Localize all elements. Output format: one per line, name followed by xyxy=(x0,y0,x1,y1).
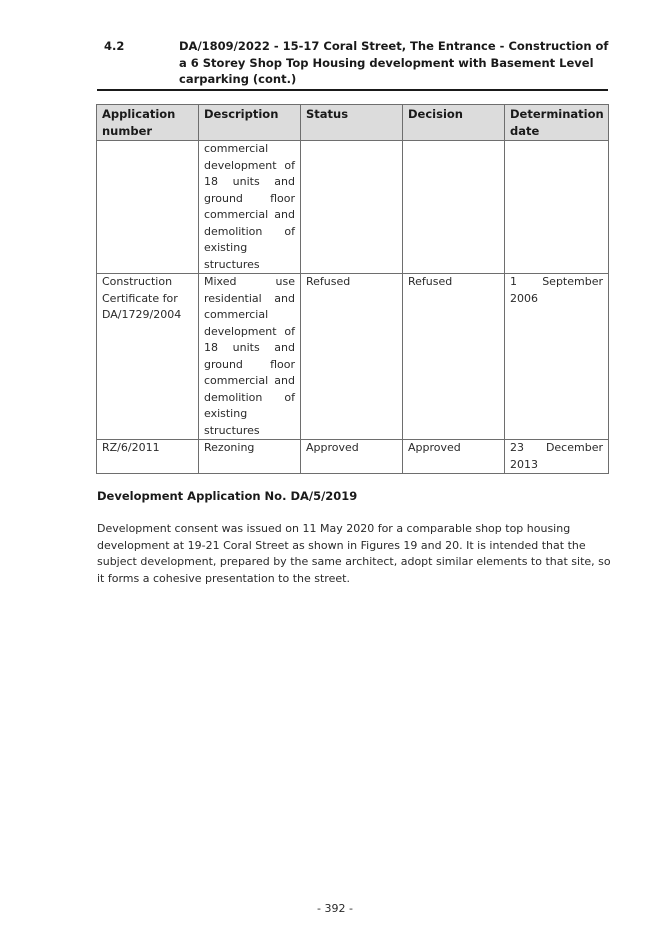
date-line: 2006 xyxy=(510,291,538,305)
cell-description xyxy=(199,141,301,274)
app-line: Construction xyxy=(102,275,173,288)
item-title: DA/1809/2022 - 15-17 Coral Street, The Entrance - Construction of a 6 Storey Shop Top Housing development with Basement Level carparking (cont.) xyxy=(179,39,609,86)
section-paragraph: Development consent was issued on 11 May 2020 for a comparable shop top housing development at 19-21 Coral Street as shown in Figures 19 and 20. It is intended that the subject development, prepared by the same architect, adopt similar elements to that site, so it forms a cohesive presentation to the street. xyxy=(97,522,611,585)
desc-line: Mixed use xyxy=(204,275,295,288)
header-application-number: Application number xyxy=(97,105,199,141)
cell-status: Approved xyxy=(301,440,403,474)
cell-application xyxy=(97,440,199,474)
desc-line: structures xyxy=(204,257,260,271)
desc-line: 18 units and xyxy=(204,175,295,188)
desc-line: existing xyxy=(204,241,248,254)
desc-line: commercial xyxy=(204,308,269,321)
cell-date xyxy=(505,274,609,440)
page-number: - 392 - xyxy=(317,902,353,915)
cell-description xyxy=(199,440,301,474)
header-description: Description xyxy=(199,105,301,141)
date-line: 23 December xyxy=(510,441,603,454)
desc-line: residential and xyxy=(204,291,295,305)
desc-line: 18 units and xyxy=(204,341,295,354)
header-determination-date: Determination date xyxy=(505,105,609,141)
section-heading: Development Application No. DA/5/2019 xyxy=(97,489,358,503)
date-line: 1 September xyxy=(510,275,603,288)
table-row xyxy=(97,141,609,274)
cell-decision xyxy=(403,141,505,274)
desc-line: development of xyxy=(204,324,295,338)
desc-line: ground floor xyxy=(204,357,295,371)
desc-line: development of xyxy=(204,158,295,172)
header-decision: Decision xyxy=(403,105,505,141)
cell-status: Refused xyxy=(301,274,403,440)
item-number: 4.2 xyxy=(104,39,125,53)
app-line: Certificate for xyxy=(102,291,178,305)
cell-application xyxy=(97,274,199,440)
cell-decision: Refused xyxy=(403,274,505,440)
app-line: RZ/6/2011 xyxy=(102,441,160,454)
table-header-row xyxy=(97,105,609,141)
app-line: DA/1729/2004 xyxy=(102,308,182,321)
cell-date xyxy=(505,440,609,474)
desc-line: Rezoning xyxy=(204,441,255,454)
desc-line: structures xyxy=(204,423,260,437)
cell-description xyxy=(199,274,301,440)
cell-decision: Approved xyxy=(403,440,505,474)
cell-application xyxy=(97,141,199,274)
header-status: Status xyxy=(301,105,403,141)
desc-line: existing xyxy=(204,407,248,420)
desc-line: commercial and xyxy=(204,208,295,221)
desc-line: commercial and xyxy=(204,374,295,387)
desc-line: commercial xyxy=(204,142,269,155)
table-row xyxy=(97,440,609,474)
heading-rule xyxy=(97,89,608,91)
desc-line: demolition of xyxy=(204,390,295,404)
date-line: 2013 xyxy=(510,457,538,471)
table-row xyxy=(97,274,609,440)
desc-line: demolition of xyxy=(204,224,295,238)
desc-line: ground floor xyxy=(204,191,295,205)
cell-status xyxy=(301,141,403,274)
applications-table xyxy=(96,104,609,474)
cell-date xyxy=(505,141,609,274)
